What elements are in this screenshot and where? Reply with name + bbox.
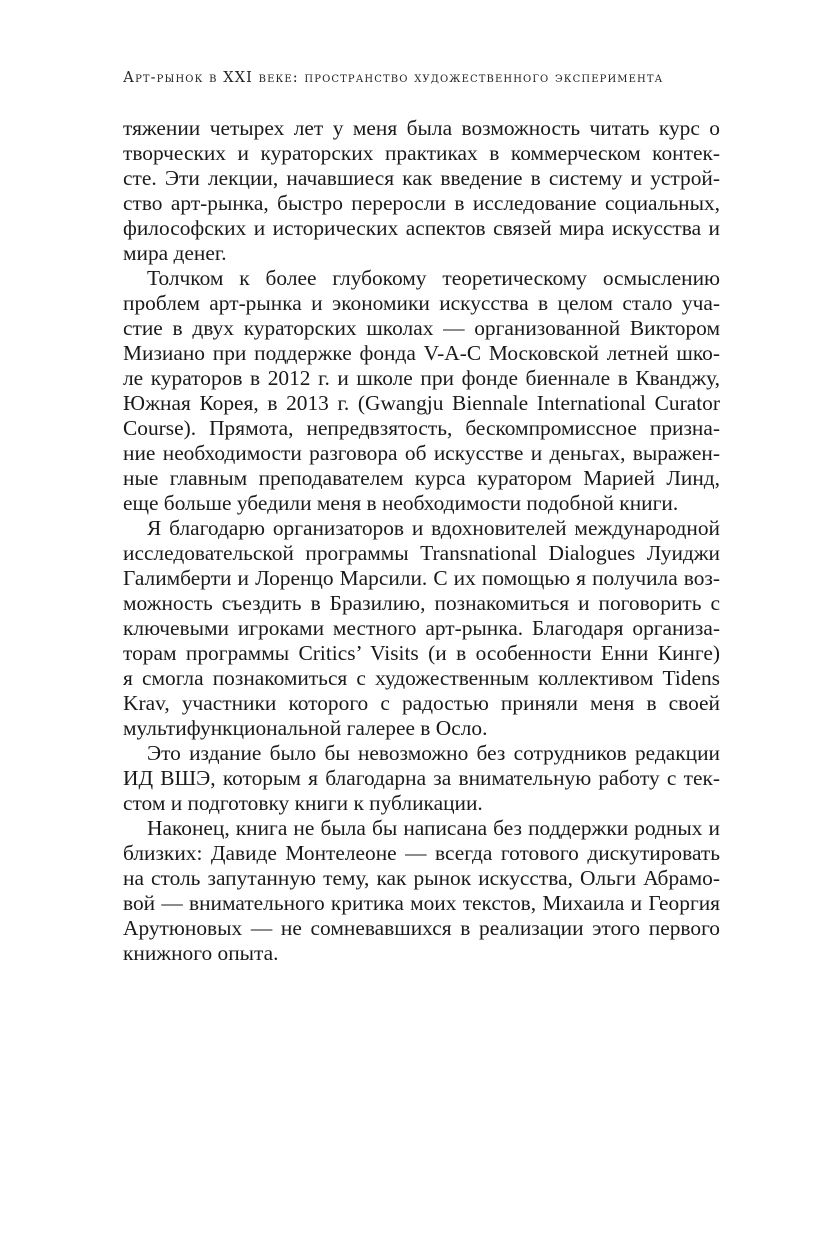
text-line: торам программы Critics’ Visits (и в особенности Енни Кинге) <box>123 641 720 665</box>
text-line: философских и исторических аспектов связей мира искусства и <box>123 216 720 240</box>
text-line: можность съездить в Бразилию, познакомиться и поговорить с <box>123 591 720 615</box>
paragraph <box>123 116 720 266</box>
text-line: ле кураторов в 2012 г. и школе при фонде биеннале в Кванджу, <box>123 366 720 390</box>
text-line: мира денег. <box>123 241 227 265</box>
paragraph <box>123 816 720 966</box>
text-line: проблем арт-рынка и экономики искусства в целом стало уча- <box>123 291 720 315</box>
text-line: сте. Эти лекции, начавшиеся как введение в систему и устрой- <box>123 166 720 190</box>
paragraph <box>123 516 720 741</box>
paragraph <box>123 741 720 816</box>
text-line: стие в двух кураторских школах — организованной Виктором <box>123 316 720 340</box>
text-line: ство арт-рынка, быстро переросли в исследование социальных, <box>123 191 720 215</box>
text-line: книжного опыта. <box>123 941 279 965</box>
text-line: ИД ВШЭ, которым я благодарна за внимательную работу с тек- <box>123 766 720 790</box>
text-line: исследовательской программы Transnational Dialogues Луиджи <box>123 541 720 565</box>
paragraph <box>123 266 720 516</box>
text-line: ние необходимости разговора об искусстве и деньгах, выражен- <box>123 441 720 465</box>
text-line: Наконец, книга не была бы написана без поддержки родных и <box>147 816 720 840</box>
text-line: Арутюновых — не сомневавшихся в реализации этого первого <box>123 916 720 940</box>
text-line: мультифункциональной галерее в Осло. <box>123 716 488 740</box>
text-line: близких: Давиде Монтелеоне — всегда готового дискутировать <box>123 841 720 865</box>
text-line: творческих и кураторских практиках в коммерческом контек- <box>123 141 720 165</box>
text-line: тяжении четырех лет у меня была возможность читать курс о <box>123 116 720 140</box>
text-line: Course). Прямота, непредвзятость, бескомпромиссное призна- <box>123 416 720 440</box>
text-line: еще больше убедили меня в необходимости подобной книги. <box>123 491 679 515</box>
body-text <box>123 116 720 966</box>
text-line: ные главным преподавателем курса куратором Марией Линд, <box>123 466 720 490</box>
text-line: ключевыми игроками местного арт-рынка. Благодаря организа- <box>123 616 720 640</box>
text-line: я смогла познакомиться с художественным коллективом Tidens <box>123 666 720 690</box>
text-line: на столь запутанную тему, как рынок искусства, Ольги Абрамо- <box>123 866 720 890</box>
text-line: Галимберти и Лоренцо Марсили. С их помощью я получила воз- <box>123 566 720 590</box>
text-line: Я благодарю организаторов и вдохновителей международной <box>147 516 720 540</box>
text-line: Мизиано при поддержке фонда V-A-C Московской летней шко- <box>123 341 720 365</box>
text-line: стом и подготовку книги к публикации. <box>123 791 483 815</box>
text-line: Krav, участники которого с радостью приняли меня в своей <box>123 691 720 715</box>
text-line: вой — внимательного критика моих текстов, Михаила и Георгия <box>123 891 720 915</box>
text-line: Толчком к более глубокому теоретическому осмыслению <box>147 266 720 290</box>
text-line: Это издание было бы невозможно без сотрудников редакции <box>147 741 720 765</box>
text-line: Южная Корея, в 2013 г. (Gwangju Biennale International Curator <box>123 391 720 415</box>
running-head: Арт-рынок в XXI веке: пространство художественного эксперимента <box>123 70 664 86</box>
